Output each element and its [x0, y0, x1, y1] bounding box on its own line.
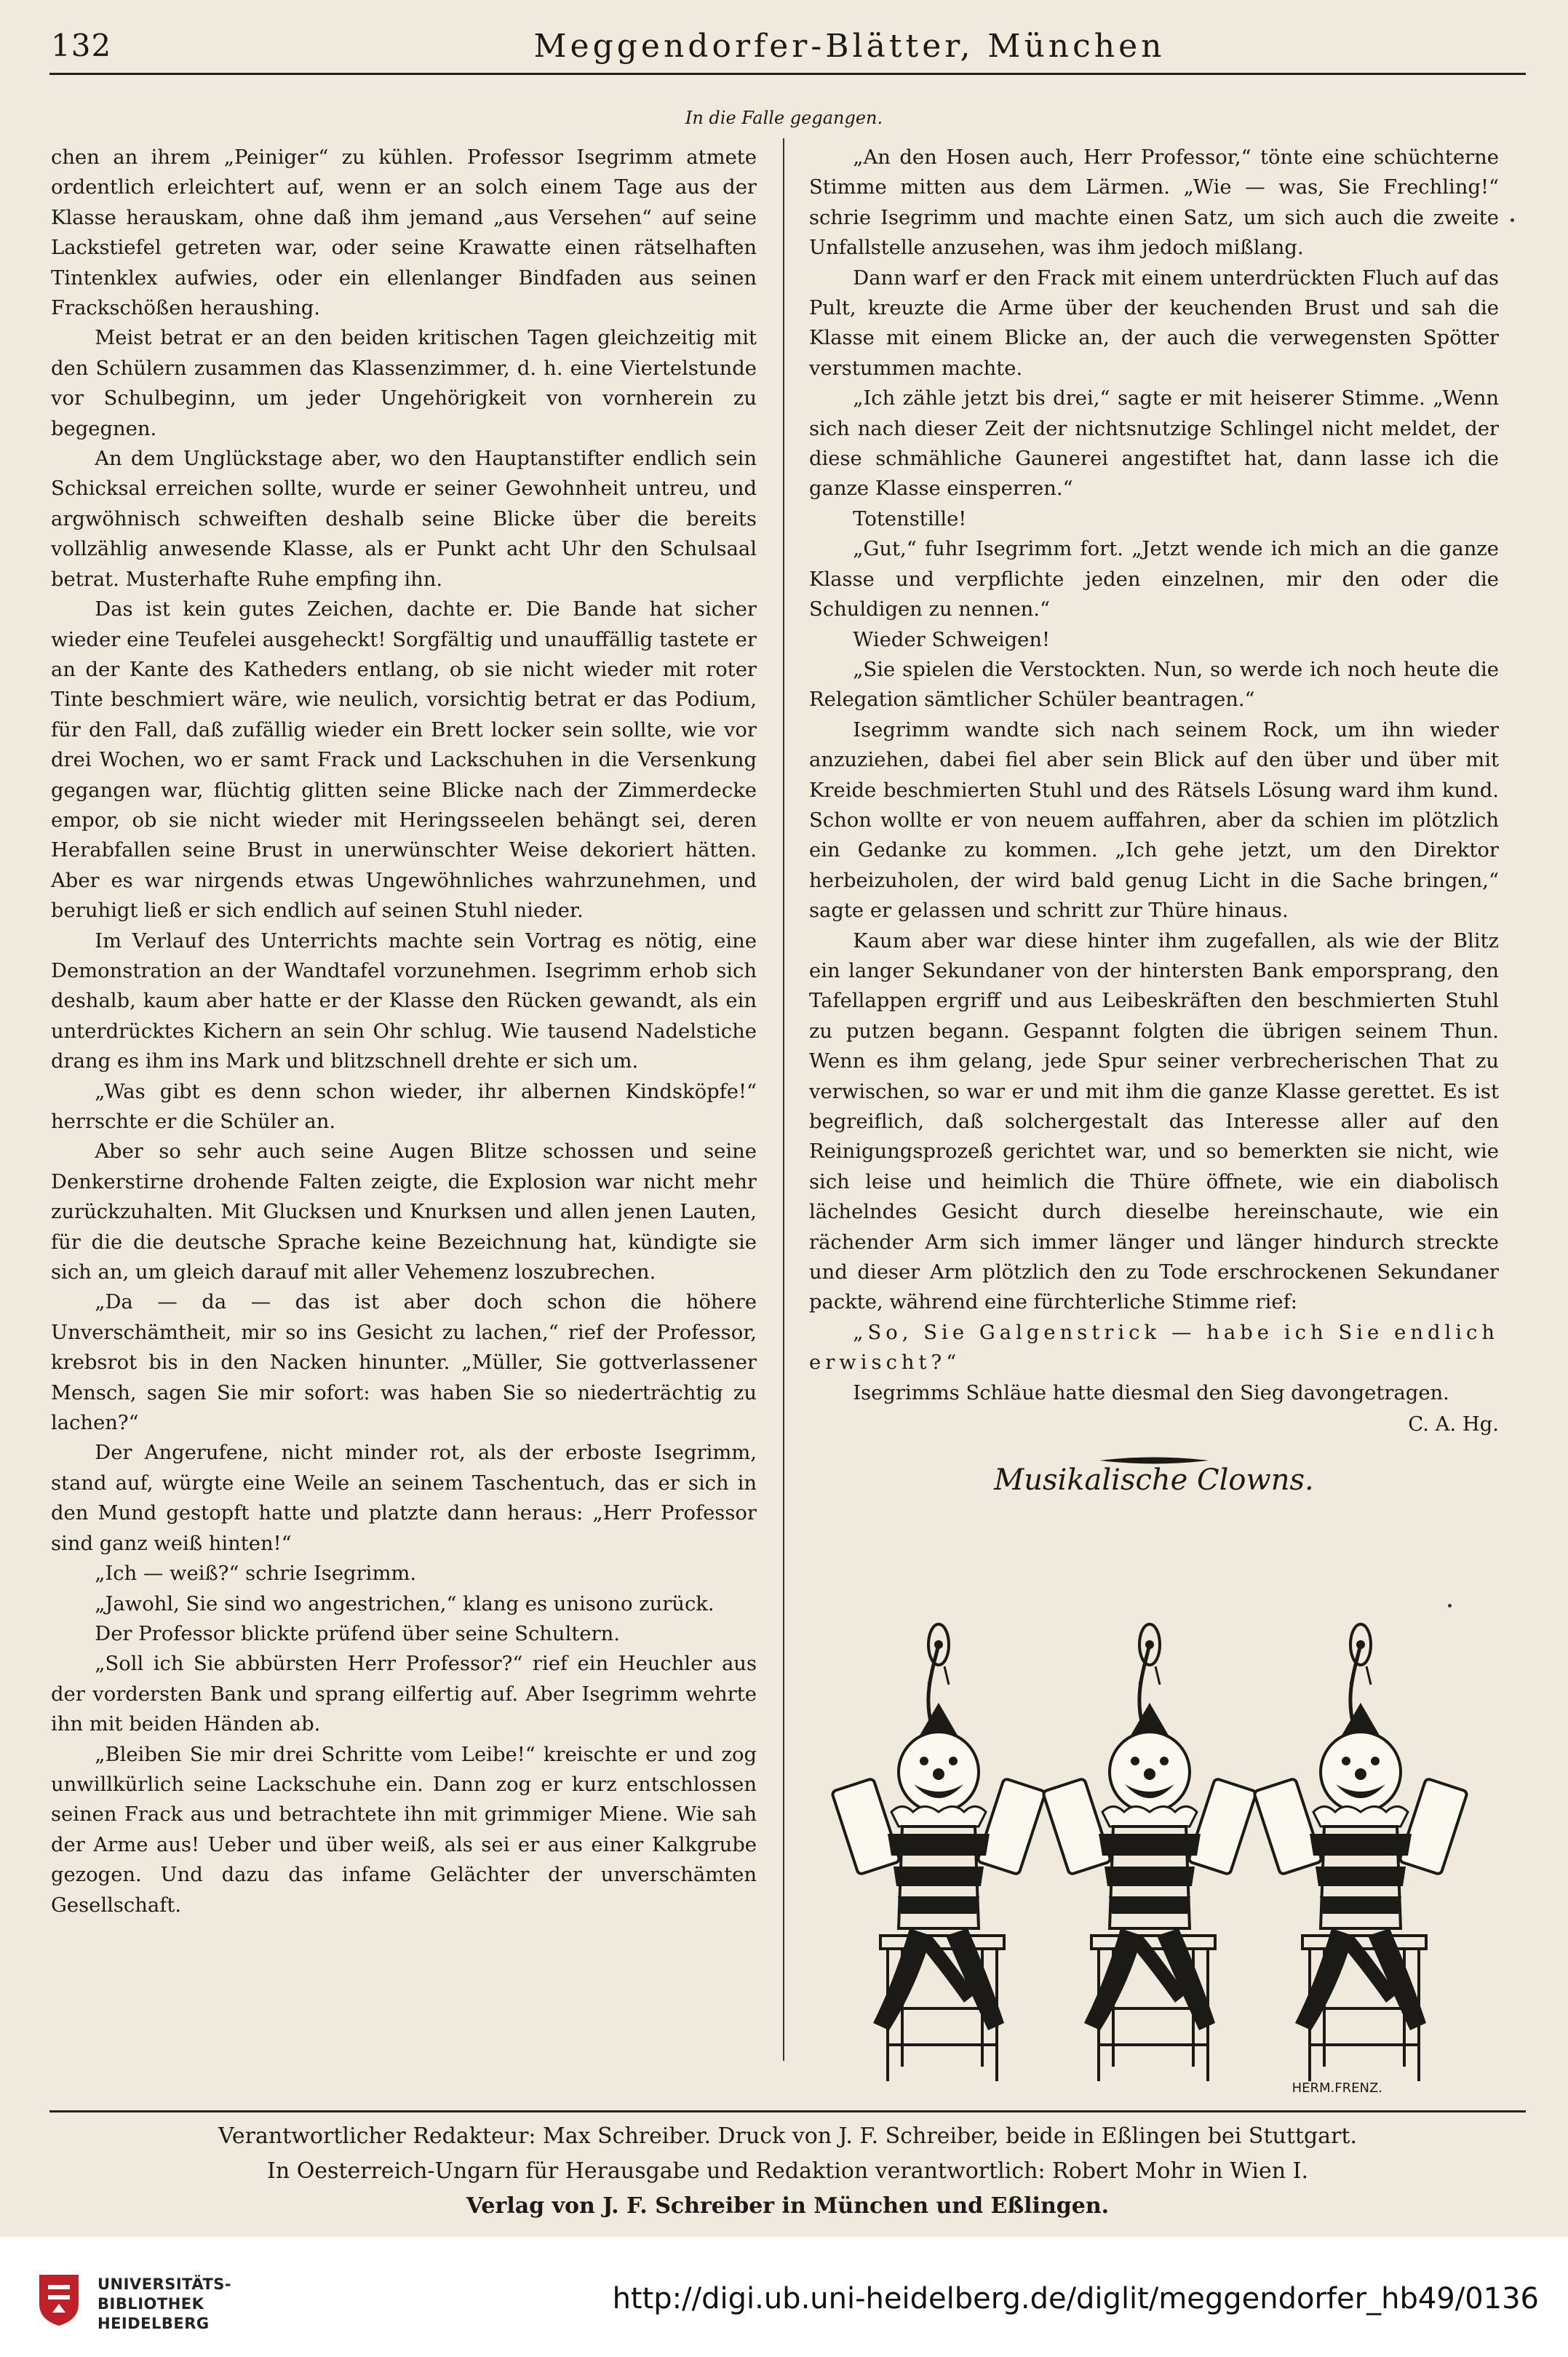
header-rule — [49, 73, 1526, 75]
paragraph: „Sie spielen die Verstockten. Nun, so werde ich noch heute die Relegation sämtlicher Schüler beantragen.“ — [809, 658, 1499, 712]
paragraph: Wieder Schweigen! — [853, 628, 1051, 651]
source-url-link[interactable]: http://digi.ub.uni-heidelberg.de/diglit/meggendorfer_hb49/0136 — [612, 2282, 1539, 2316]
paragraph: Isegrimm wandte sich nach seinem Rock, um ihn wieder anzuziehen, dabei fiel aber sein Blick auf den über und über mit Kreide beschmierten Stuhl und des Rätsels Lösung ward ihm kund. Schon wollte er von neuem auffahren, aber da schien im plötzlich ein Gedanke zu kommen. „Ich gehe jetzt, um den Direktor herbeizuholen, der wird bald genug Licht in die Sache bringen,“ sagte er gelassen und schritt zur Thüre hinaus. — [809, 718, 1499, 923]
paragraph: „Soll ich Sie abbürsten Herr Professor?“ rief ein Heuchler aus der vordersten Bank und sprang eilfertig auf. Aber Isegrimm wehrte ihn mit beiden Händen ab. — [51, 1653, 757, 1736]
paragraph: Der Professor blickte prüfend über seine Schultern. — [95, 1622, 620, 1645]
library-line: UNIVERSITÄTS- — [97, 2275, 232, 2293]
footer-rule — [49, 2110, 1526, 2112]
paragraph: Aber so sehr auch seine Augen Blitze schossen und seine Denkerstirne drohende Falten zeigte, die Explosion war nicht mehr zurückzuhalten. Mit Glucksen und Knurksen und allen jenen Lauten, für die die deutsche Sprache keine Bezeichnung hat, kündigte sie sich an, um gleich darauf mit aller Vehemenz loszubrechen. — [51, 1140, 757, 1284]
paragraph: Kaum aber war diese hinter ihm zugefallen, als wie der Blitz ein langer Sekundaner von der hintersten Bank emporsprang, den Tafellappen ergriff und aus Leibeskräften den beschmierten Stuhl zu putzen begann. Gespannt folgten die übrigen seinem Thun. Wenn es ihm gelang, jede Spur seiner verbrecherischen That zu verwischen, so war er und mit ihm die ganze Klasse gerettet. Es ist begreiflich, daß solchergestalt das Interesse aller auf den Reinigungsprozeß gerichtet war, und so bemerkten sie nicht, wie sich leise und heimlich die Thüre öffnete, wie ein diabolisch lächelndes Gesicht durch dieselbe hereinschaute, wie ein rächender Arm sich immer länger und länger hindurch streckte und dieser Arm plötzlich den zu Tode erschrockenen Sekundaner packte, während eine fürchterliche Stimme rief: — [809, 929, 1499, 1314]
imprint-austria: In Oesterreich-Ungarn für Herausgabe und Redaktion verantwortlich: Robert Mohr in Wien I. — [266, 2158, 1309, 2184]
clowns-drawing — [822, 1615, 1477, 2103]
paragraph: „So, Sie Galgenstrick — habe ich Sie endlich erwischt?“ — [809, 1321, 1499, 1375]
left-column — [51, 143, 757, 1920]
paragraph: Das ist kein gutes Zeichen, dachte er. Die Bande hat sicher wieder eine Teufelei ausgeheckt! Sorgfältig und unauffällig tastete er an der Kante des Katheders entlang, ob sie nicht wieder mit roter Tinte beschmiert wäre, wie neulich, vorsichtig betrat er das Podium, für den Fall, daß zufällig wieder ein Brett locker sein sollte, wie vor drei Wochen, wo er samt Frack und Lackschuhen in die Versenkung gegangen war, flüchtig glitten seine Blicke nach der Zimmerdecke empor, ob sie nicht wieder mit Heringsseelen behängt sei, deren Herabfallen seine Brust in unerwünschter Weise dekoriert hätten. Aber es war nirgends etwas Ungewöhnliches wahrzunehmen, und beruhigt ließ er sich endlich auf seinen Stuhl nieder. — [51, 598, 757, 923]
clowns-illustration — [822, 1615, 1477, 2103]
paragraph: „Ich zähle jetzt bis drei,“ sagte er mit heiserer Stimme. „Wenn sich nach dieser Zeit der nichtsnutzige Schlingel nicht meldet, der diese schmähliche Gaunerei angestiftet hat, dann lasse ich die ganze Klasse einsperren.“ — [809, 387, 1499, 501]
column-divider — [783, 138, 784, 2061]
paragraph: Im Verlauf des Unterrichts machte sein Vortrag es nötig, eine Demonstration an der Wandtafel vorzunehmen. Isegrimm erhob sich deshalb, kaum aber hatte er der Klasse den Rücken gewandt, als ein unterdrücktes Kichern an sein Ohr schlug. Wie tausend Nadelstiche drang es ihm ins Mark und blitzschnell drehte er sich um. — [51, 929, 757, 1073]
paragraph: „Gut,“ fuhr Isegrimm fort. „Jetzt wende ich mich an die ganze Klasse und verpflichte jeden einzelnen, mir den oder die Schuldigen zu nennen.“ — [809, 538, 1499, 621]
right-column — [809, 143, 1499, 1496]
signature: C. A. Hg. — [1408, 1413, 1499, 1436]
paragraph: Meist betrat er an den beiden kritischen Tagen gleichzeitig mit den Schülern zusammen das Klassenzimmer, d. h. eine Viertelstunde vor Schulbeginn, um jeder Ungehörigkeit von vornherein zu begegnen. — [51, 327, 757, 440]
imprint-editor: Verantwortlicher Redakteur: Max Schreiber. Druck von J. F. Schreiber, beide in Eßlingen bei Stuttgart. — [218, 2123, 1357, 2149]
paragraph: „Da — da — das ist aber doch schon die höhere Unverschämtheit, mir so ins Gesicht zu lachen,“ rief der Professor, krebsrot bis in den Nacken hinunter. „Müller, Sie gottverlassener Mensch, sagen Sie mir sofort: was haben Sie so niederträchtig zu lachen?“ — [51, 1291, 757, 1435]
journal-title: Meggendorfer-Blätter, München — [533, 28, 1166, 65]
margin-dot — [1448, 1604, 1452, 1607]
paragraph: Dann warf er den Frack mit einem unterdrückten Fluch auf das Pult, kreuzte die Arme über der keuchenden Brust und sah die Klasse mit einem Blicke an, der auch die verwegensten Spötter verstummen machte. — [809, 266, 1499, 380]
page-number: 132 — [51, 28, 112, 63]
illustrator-credit: HERM.FRENZ. — [1292, 2080, 1382, 2096]
paragraph: chen an ihrem „Peiniger“ zu kühlen. Professor Isegrimm atmete ordentlich erleichtert auf, wenn er an solch einem Tage aus der Klasse herauskam, ohne daß ihm jemand „aus Versehen“ auf seine Lackstiefel getreten war, oder seine Krawatte einen rätselhaften Tintenklex aufwies, oder ein ellenlanger Bindfaden aus seinen Frackschößen heraushing. — [51, 146, 757, 320]
paragraph: „Was gibt es denn schon wieder, ihr albernen Kindsköpfe!“ herrschte er die Schüler an. — [51, 1080, 757, 1133]
section-title: In die Falle gegangen. — [685, 108, 883, 128]
library-line: HEIDELBERG — [97, 2315, 210, 2332]
paragraph: Isegrimms Schläue hatte diesmal den Sieg davongetragen. — [853, 1381, 1449, 1404]
paragraph: Der Angerufene, nicht minder rot, als der erboste Isegrimm, stand auf, würgte eine Weile an seinem Taschentuch, das er sich in den Mund gestopft hatte und platzte dann heraus: „Herr Professor sind ganz weiß hinten!“ — [51, 1442, 757, 1555]
paragraph: An dem Unglückstage aber, wo den Hauptanstifter endlich sein Schicksal erreichen sollte, wurde er seiner Gewohnheit untreu, und argwöhnisch schweiften deshalb seine Blicke über die bereits vollzählig anwesende Klasse, als er Punkt acht Uhr den Schulsaal betrat. Musterhafte Ruhe empfing ihn. — [51, 448, 757, 591]
library-line: BIBLIOTHEK — [97, 2295, 204, 2313]
library-name — [97, 2275, 231, 2334]
imprint-publisher: Verlag von J. F. Schreiber in München und Eßlingen. — [466, 2193, 1110, 2219]
margin-dot — [1511, 218, 1514, 222]
illustration-title: Musikalische Clowns. — [994, 1463, 1314, 1498]
paragraph: Totenstille! — [853, 507, 967, 530]
university-seal-icon — [33, 2269, 84, 2327]
paragraph: „Jawohl, Sie sind wo angestrichen,“ klang es unisono zurück. — [95, 1592, 715, 1615]
paragraph: „Bleiben Sie mir drei Schritte vom Leibe!“ kreischte er und zog unwillkürlich seine Lackschuhe ein. Dann zog er kurz entschlossen seinen Frack aus und betrachtete ihn mit grimmiger Miene. Wie sah der Arme aus! Ueber und über weiß, als sei er aus einer Kalkgrube gezogen. Und dazu das infame Gelächter der unverschämten Gesellschaft. — [51, 1743, 757, 1917]
paragraph: „Ich — weiß?“ schrie Isegrimm. — [95, 1562, 417, 1586]
paragraph: „An den Hosen auch, Herr Professor,“ tönte eine schüchterne Stimme mitten aus dem Lärmen. „Wie — was, Sie Frechling!“ schrie Isegrimm und machte einen Satz, um sich auch die zweite Unfallstelle anzusehen, was ihm jedoch mißlang. — [809, 146, 1499, 260]
